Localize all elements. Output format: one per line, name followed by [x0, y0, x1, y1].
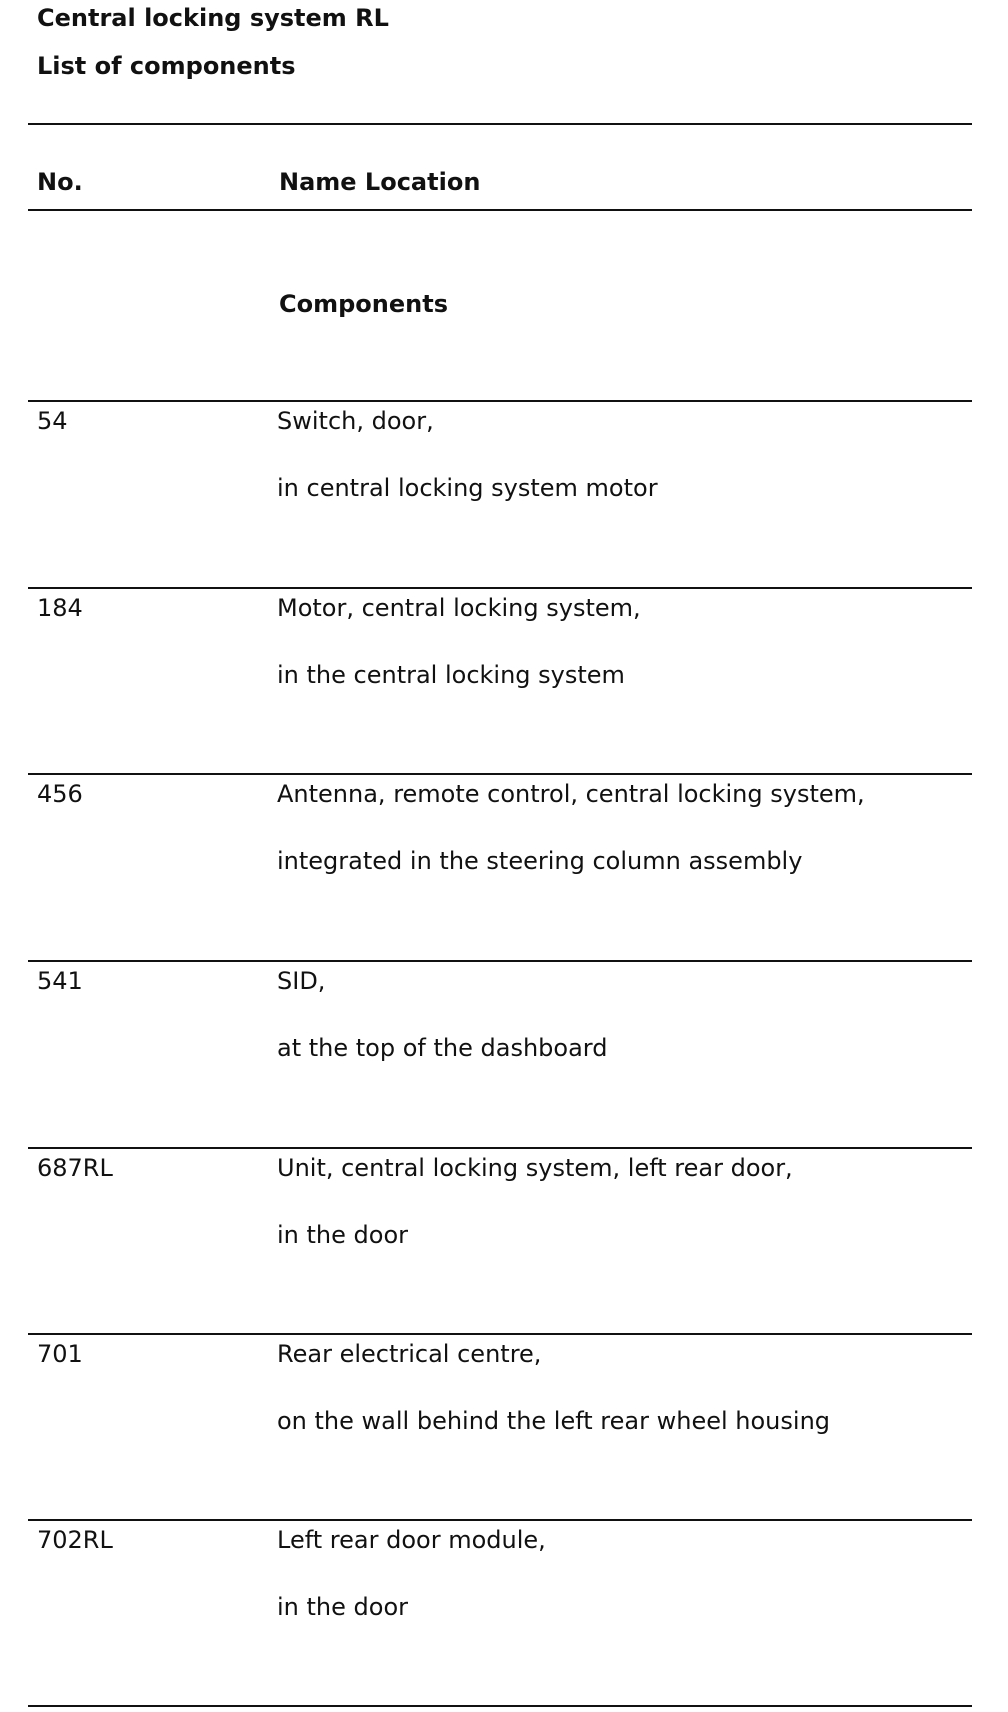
row-divider — [28, 587, 972, 589]
component-row — [0, 960, 1008, 1147]
component-number: 702RL — [37, 1526, 113, 1554]
component-location: in the door — [277, 1221, 408, 1249]
component-row — [0, 587, 1008, 774]
row-divider — [28, 400, 972, 402]
document-title: Central locking system RL — [37, 4, 389, 32]
header-top-rule — [28, 123, 972, 125]
column-header-name-location: Name Location — [279, 168, 481, 196]
component-location: in the door — [277, 1593, 408, 1621]
component-name: Antenna, remote control, central locking system, — [277, 780, 865, 808]
component-location: on the wall behind the left rear wheel housing — [277, 1407, 831, 1435]
component-row — [0, 1519, 1008, 1706]
component-row — [0, 400, 1008, 587]
component-location: in central locking system motor — [277, 474, 658, 502]
row-divider — [28, 960, 972, 962]
component-row — [0, 773, 1008, 960]
table-bottom-rule — [28, 1705, 972, 1707]
component-number: 541 — [37, 967, 83, 995]
component-name: Unit, central locking system, left rear door, — [277, 1154, 793, 1182]
section-label: Components — [279, 290, 448, 318]
component-row — [0, 1333, 1008, 1520]
row-divider — [28, 1147, 972, 1149]
component-number: 184 — [37, 594, 83, 622]
column-header-no: No. — [37, 168, 83, 196]
row-divider — [28, 773, 972, 775]
component-location: integrated in the steering column assembly — [277, 847, 803, 875]
component-row — [0, 1147, 1008, 1334]
component-number: 687RL — [37, 1154, 113, 1182]
document-subtitle: List of components — [37, 52, 296, 80]
row-divider — [28, 1519, 972, 1521]
component-number: 456 — [37, 780, 83, 808]
header-bottom-rule — [28, 209, 972, 211]
component-name: SID, — [277, 967, 326, 995]
component-name: Rear electrical centre, — [277, 1340, 542, 1368]
component-number: 701 — [37, 1340, 83, 1368]
component-name: Left rear door module, — [277, 1526, 546, 1554]
component-name: Motor, central locking system, — [277, 594, 641, 622]
component-location: at the top of the dashboard — [277, 1034, 608, 1062]
row-divider — [28, 1333, 972, 1335]
component-name: Switch, door, — [277, 407, 434, 435]
component-number: 54 — [37, 407, 68, 435]
component-location: in the central locking system — [277, 661, 625, 689]
